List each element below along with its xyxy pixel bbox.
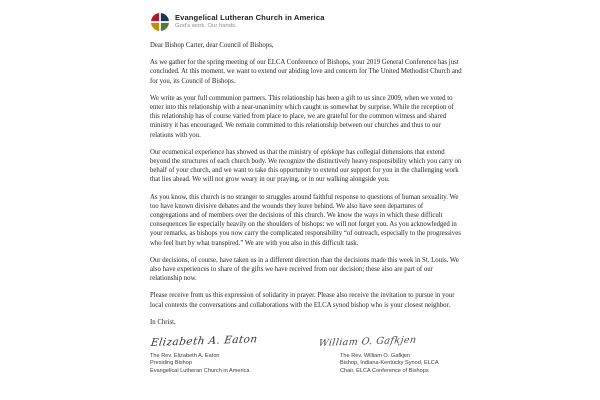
signer-org: Evangelical Lutheran Church in America [150,367,250,374]
paragraph-3-italic-term: episkope [320,148,345,156]
signature-row [150,330,462,349]
signer-org: Chair, ELCA Conference of Bishops [340,367,429,374]
closing: In Christ, [150,318,176,326]
org-tagline: God's work. Our hands. [175,23,237,29]
signer-name: The Rev. William O. Gafkjen [340,353,411,360]
org-name: Evangelical Lutheran Church in America [175,13,325,22]
letterhead [150,12,462,32]
signature-block-gafkjen [340,353,462,375]
signature-blocks [150,353,462,375]
letter-document [150,12,462,375]
signer-role: Presiding Bishop [150,360,192,367]
paragraph-4: As you know, this church is no stranger to struggles around faithful response to questions of human sexuality. We too have known divisive debates and the wounds they leave behind. We also have seen departures of congregations and of members over the decisions of this church. We know the ways in which these difficult consequences lie especially heavily on the shoulders of bishops: we will not forget you. As you acknowledged in your remarks, as bishops you now carry the complicated responsibility “of outreach, especially to the progressives who feel hurt by what transpired.” We are with you also in this difficult task. [150,193,461,247]
paragraph-2: We write as your full communion partners. This relationship has been a gift to us since 2009, when we voted to enter into this relationship with a near-unanimity which caught us somewhat by surprise. While the reception of this relationship has of course varied from place to place, we are grateful for the common witness and shared ministry it has encouraged. We remain committed to this relationship between our churches and thus to our relations with you. [150,94,454,139]
signature-block-eaton [150,353,340,375]
signature-script-eaton: Elizabeth A. Eaton [150,333,259,350]
paragraph-3-post: has collegial dimensions that extend beyond the structures of each church body. We recognize the distinctively heavy responsibility which you carry on behalf of your church, and we want to take this opportunity to extend our support for you in the challenging work that lies ahead. We will not grow weary in our praying, or in our walking alongside you. [150,148,462,184]
paragraph-6: Please receive from us this expression of solidarity in prayer. Please also receive the invitation to pursue in your local contexts the conversations and collaborations with the ELCA synod bishop who is your closest neighbor. [150,292,455,309]
signature-script-gafkjen: William O. Gafkjen [318,334,418,350]
letterhead-text [175,12,325,30]
paragraph-3-pre: Our ecumenical experience has showed us that the ministry of [150,148,321,156]
paragraph-5: Our decisions, of course, have taken us in a different direction than the decisions made this week in St. Louis. We also have experiences to share of the gifts we have received from our decision; these also are part of our relationship now. [150,256,459,283]
elca-logo-icon [150,12,170,32]
signer-role: Bishop, Indiana-Kentucky Synod, ELCA [340,360,439,367]
salutation: Dear Bishop Carter, dear Council of Bishops, [150,42,274,49]
paragraph-1: As we gather for the spring meeting of our ELCA Conference of Bishops, your 2019 General Conference has just concluded. At this moment, we want to extend our abiding love and concern for The United Methodist Church and for you, its Council of Bishops. [150,59,462,85]
paragraph-3 [150,148,462,185]
signer-name: The Rev. Elizabeth A. Eaton [150,353,220,360]
